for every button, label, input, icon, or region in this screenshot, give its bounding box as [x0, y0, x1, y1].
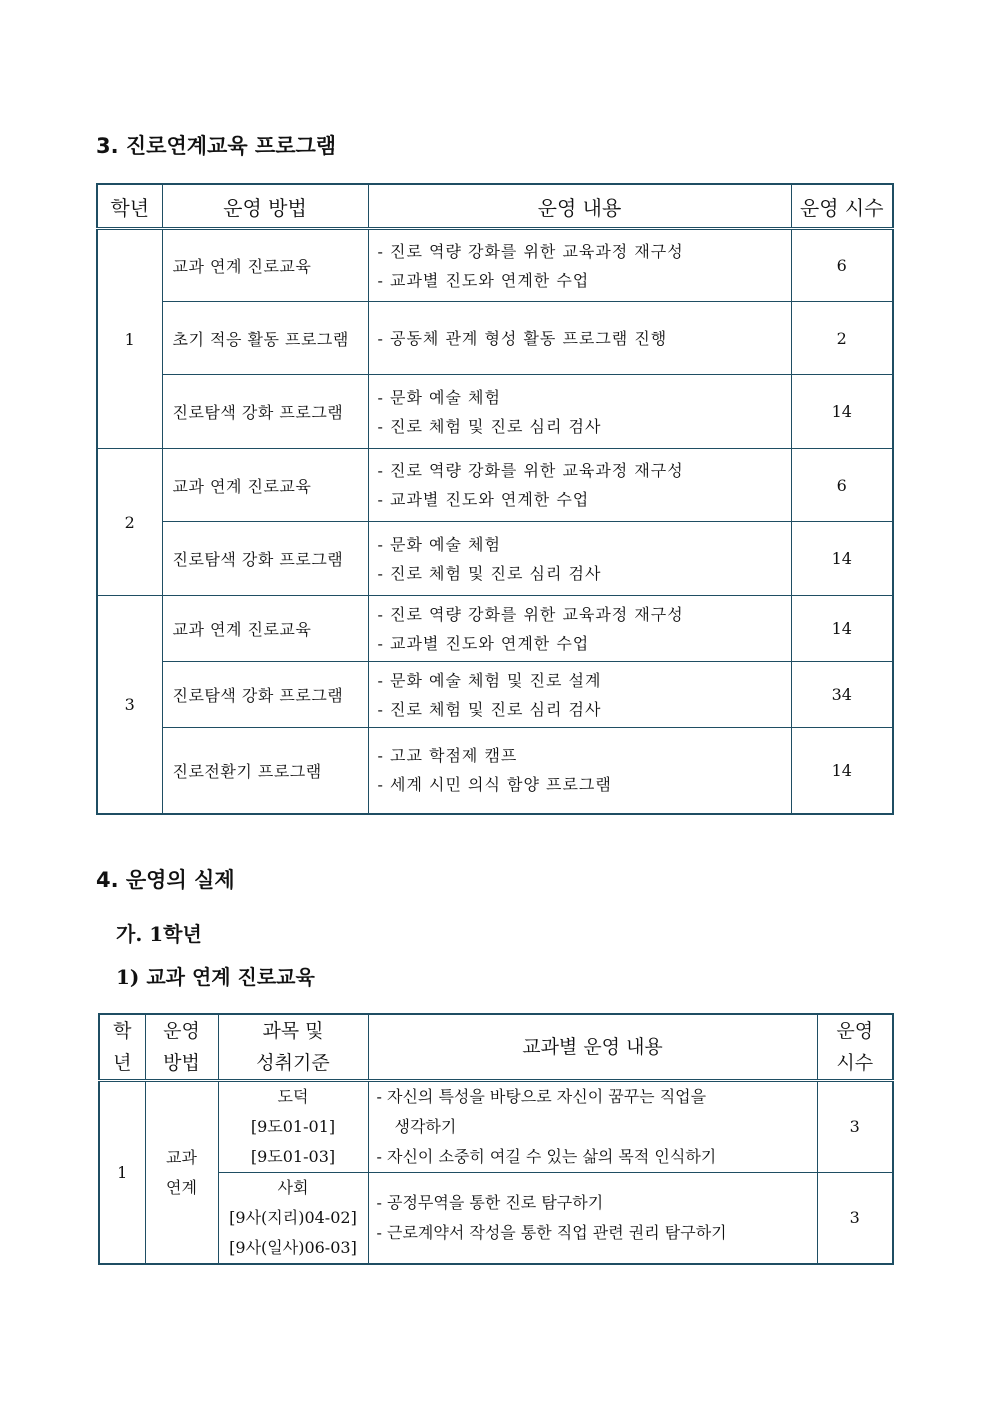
- content-line: - 자신의 특성을 바탕으로 자신이 꿈꾸는 직업을: [376, 1087, 707, 1106]
- header-grade-line: 년: [113, 1052, 132, 1074]
- content-cell: [368, 375, 791, 449]
- hours-cell: 6: [791, 449, 893, 522]
- content-line: - 진로 역량 강화를 위한 교육과정 재구성: [377, 461, 684, 480]
- header-hours-line: 운영: [836, 1020, 874, 1042]
- subsection-grade-title: 가. 1학년: [116, 922, 202, 946]
- grade-cell: 1: [99, 1081, 145, 1265]
- grade-cell: 1: [97, 229, 162, 449]
- hours-cell: 3: [817, 1081, 893, 1173]
- content-cell: [368, 522, 791, 596]
- header-hours: [817, 1014, 893, 1081]
- standard-code: [9사(지리)04-02]: [229, 1208, 357, 1227]
- method-cell: 진로탐색 강화 프로그램: [162, 662, 368, 728]
- header-grade: 학년: [97, 184, 162, 229]
- table-row: [99, 1081, 893, 1173]
- content-cell: [368, 302, 791, 375]
- header-subject-line: 성취기준: [256, 1052, 330, 1074]
- content-line: - 자신이 소중히 여길 수 있는 삶의 목적 인식하기: [376, 1147, 717, 1166]
- content-line: - 공정무역을 통한 진로 탐구하기: [376, 1193, 604, 1212]
- content-line: - 세계 시민 의식 함양 프로그램: [377, 775, 612, 795]
- header-hours: 운영 시수: [791, 184, 893, 229]
- subject-name: 사회: [277, 1178, 309, 1197]
- subject-cell: [218, 1081, 368, 1173]
- content-cell: [368, 728, 791, 814]
- hours-cell: 14: [791, 728, 893, 814]
- section-4-title: 4. 운영의 실제: [96, 868, 235, 892]
- content-cell: [368, 662, 791, 728]
- header-method: [145, 1014, 218, 1081]
- content-line: - 교과별 진도와 연계한 수업: [377, 270, 590, 290]
- subsection-program-title: 1) 교과 연계 진로교육: [116, 965, 315, 989]
- hours-cell: 34: [791, 662, 893, 728]
- table-row: [97, 449, 893, 522]
- hours-cell: 2: [791, 302, 893, 375]
- header-grade-line: 학: [113, 1020, 132, 1042]
- content-cell: [368, 1081, 817, 1173]
- hours-cell: 14: [791, 375, 893, 449]
- method-cell: 교과 연계 진로교육: [162, 596, 368, 662]
- content-cell: [368, 1173, 817, 1265]
- content-line: 생각하기: [394, 1117, 457, 1136]
- content-line: - 진로 체험 및 진로 심리 검사: [377, 699, 602, 719]
- header-method-line: 운영: [163, 1020, 200, 1042]
- content-line: - 고교 학점제 캠프: [377, 746, 518, 766]
- standard-code: [9도01-03]: [250, 1147, 336, 1166]
- content-line: - 문화 예술 체험 및 진로 설계: [377, 670, 602, 690]
- method-cell: 진로탐색 강화 프로그램: [162, 375, 368, 449]
- table-row: [97, 522, 893, 596]
- method-cell: [145, 1081, 218, 1265]
- header-content: 운영 내용: [368, 184, 791, 229]
- hours-cell: 3: [817, 1173, 893, 1265]
- header-grade: [99, 1014, 145, 1081]
- hours-cell: 14: [791, 522, 893, 596]
- method-cell: 진로전환기 프로그램: [162, 728, 368, 814]
- content-line: - 문화 예술 체험: [377, 387, 501, 407]
- header-subject: [218, 1014, 368, 1081]
- method-line: 연계: [166, 1177, 197, 1197]
- grade-cell: 3: [97, 596, 162, 814]
- method-cell: 교과 연계 진로교육: [162, 449, 368, 522]
- content-line: - 진로 역량 강화를 위한 교육과정 재구성: [377, 604, 684, 624]
- content-cell: [368, 229, 791, 302]
- method-cell: 초기 적응 활동 프로그램: [162, 302, 368, 375]
- content-line: - 진로 체험 및 진로 심리 검사: [377, 416, 602, 436]
- table-row: [97, 728, 893, 814]
- standard-code: [9도01-01]: [250, 1117, 336, 1136]
- header-subject-line: 과목 및: [262, 1020, 324, 1042]
- table-row: [97, 596, 893, 662]
- header-content: 교과별 운영 내용: [368, 1014, 817, 1081]
- method-cell: 교과 연계 진로교육: [162, 229, 368, 302]
- table-row: [99, 1173, 893, 1265]
- grade-cell: 2: [97, 449, 162, 596]
- content-cell: [368, 596, 791, 662]
- content-line: - 진로 체험 및 진로 심리 검사: [377, 563, 602, 583]
- content-line: - 문화 예술 체험: [377, 534, 501, 554]
- content-line: - 공동체 관계 형성 활동 프로그램 진행: [377, 328, 668, 348]
- content-line: - 교과별 진도와 연계한 수업: [377, 490, 590, 509]
- subject-linked-table: [98, 1013, 894, 1265]
- content-cell: [368, 449, 791, 522]
- standard-code: [9사(일사)06-03]: [229, 1238, 357, 1257]
- table-header-row: [97, 184, 893, 229]
- table-row: [97, 302, 893, 375]
- header-hours-line: 시수: [836, 1052, 874, 1074]
- header-method-line: 방법: [163, 1052, 200, 1074]
- content-line: - 근로계약서 작성을 통한 직업 관련 권리 탐구하기: [376, 1223, 727, 1242]
- content-line: - 진로 역량 강화를 위한 교육과정 재구성: [377, 241, 684, 261]
- subject-name: 도덕: [277, 1087, 309, 1106]
- section-3-title: 3. 진로연계교육 프로그램: [96, 134, 337, 158]
- subject-cell: [218, 1173, 368, 1265]
- table-row: [97, 229, 893, 302]
- career-program-table: [96, 183, 894, 815]
- hours-cell: 6: [791, 229, 893, 302]
- table-header-row: [99, 1014, 893, 1081]
- content-line: - 교과별 진도와 연계한 수업: [377, 633, 590, 653]
- table-row: [97, 662, 893, 728]
- header-method: 운영 방법: [162, 184, 368, 229]
- method-cell: 진로탐색 강화 프로그램: [162, 522, 368, 596]
- table-row: [97, 375, 893, 449]
- method-line: 교과: [166, 1147, 197, 1167]
- hours-cell: 14: [791, 596, 893, 662]
